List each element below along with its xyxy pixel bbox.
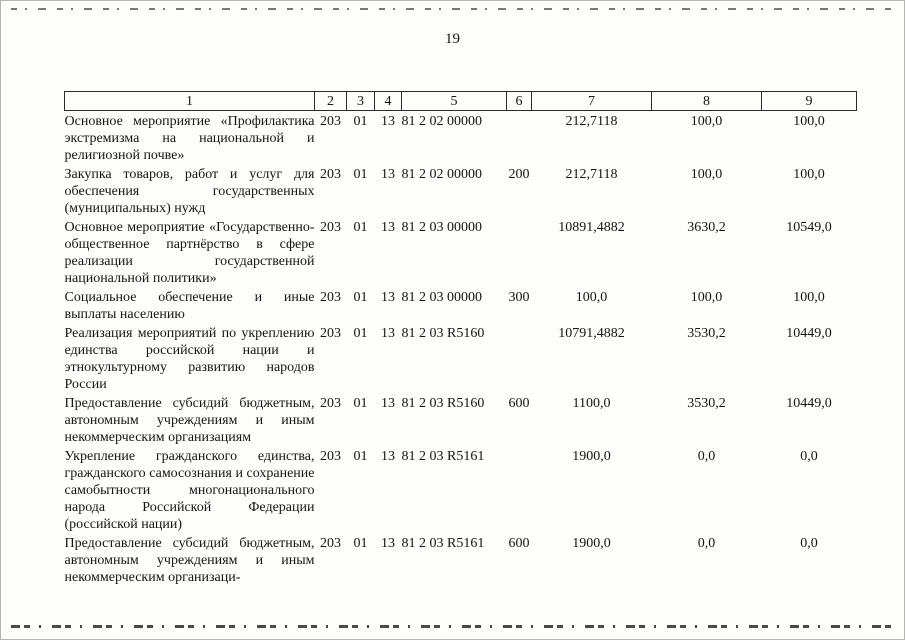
cell-grbs-code: 203 — [320, 220, 341, 235]
cell-target-article: 81 2 03 R5160 — [401, 326, 485, 341]
cell-expense-type: 300 — [508, 290, 530, 305]
cell-expense-type — [507, 217, 532, 287]
cell-amount-year2: 100,0 — [690, 114, 723, 129]
cell-expense-type: 200 — [508, 167, 530, 182]
cell-amount-year3: 10449,0 — [786, 396, 832, 411]
budget-table — [64, 91, 857, 586]
cell-item-name: Реализация мероприятий по укреплению единства российской нации и этнокультурному развитию народов России — [64, 326, 315, 392]
column-header-6: 6 — [507, 92, 532, 111]
cell-section-code: 01 — [353, 536, 368, 551]
cell-amount-year3: 100,0 — [793, 290, 825, 305]
cell-amount-year2: 100,0 — [690, 167, 723, 182]
cell-grbs-code: 203 — [320, 326, 341, 341]
cell-amount-year3: 10549,0 — [786, 220, 832, 235]
cell-subsection-code: 13 — [381, 167, 395, 182]
cell-amount-year1: 100,0 — [575, 290, 608, 305]
cell-amount-year2: 0,0 — [697, 536, 716, 551]
cell-subsection-code: 13 — [381, 290, 395, 305]
cell-item-name: Предоставление субсидий бюджетным, автономным учреждениям и иным некоммерческим организаци- — [64, 536, 315, 585]
cell-amount-year3: 10449,0 — [786, 326, 832, 341]
cell-amount-year1: 1900,0 — [572, 536, 611, 551]
column-header-9: 9 — [762, 92, 857, 111]
cell-subsection-code: 13 — [381, 220, 395, 235]
scan-artifact-bottom — [11, 625, 894, 628]
cell-item-name: Закупка товаров, работ и услуг для обеспечения государственных (муниципальных) нужд — [64, 167, 315, 216]
cell-section-code: 01 — [353, 220, 368, 235]
table-body — [65, 111, 857, 587]
table-row — [65, 446, 857, 533]
cell-target-article: 81 2 03 R5161 — [401, 536, 485, 551]
cell-amount-year1: 212,7118 — [565, 114, 618, 129]
cell-amount-year1: 10891,4882 — [558, 220, 625, 235]
cell-expense-type — [507, 323, 532, 393]
cell-subsection-code: 13 — [381, 396, 395, 411]
cell-subsection-code: 13 — [381, 326, 395, 341]
table-row — [65, 111, 857, 165]
scan-artifact-top — [11, 8, 894, 10]
cell-grbs-code: 203 — [320, 167, 341, 182]
cell-amount-year3: 0,0 — [800, 449, 818, 464]
column-header-5: 5 — [402, 92, 507, 111]
cell-expense-type: 600 — [508, 396, 530, 411]
page-number: 19 — [445, 31, 460, 47]
table-row — [65, 217, 857, 287]
cell-target-article: 81 2 02 00000 — [401, 167, 482, 182]
cell-amount-year1: 1100,0 — [572, 396, 611, 411]
table-row — [65, 164, 857, 217]
cell-target-article: 81 2 03 R5160 — [401, 396, 485, 411]
cell-expense-type — [507, 446, 532, 533]
table-header-row — [65, 92, 857, 111]
column-header-1: 1 — [65, 92, 315, 111]
cell-grbs-code: 203 — [320, 536, 341, 551]
cell-amount-year3: 0,0 — [800, 536, 818, 551]
column-header-4: 4 — [375, 92, 402, 111]
cell-expense-type — [507, 111, 532, 165]
cell-amount-year2: 3530,2 — [687, 396, 726, 411]
cell-amount-year3: 100,0 — [793, 167, 825, 182]
cell-section-code: 01 — [353, 396, 368, 411]
cell-target-article: 81 2 03 00000 — [401, 290, 482, 305]
cell-amount-year2: 0,0 — [697, 449, 716, 464]
cell-item-name: Основное мероприятие «Государственно-общественное партнёрство в сфере реализации государственной национальной политики» — [64, 220, 315, 286]
cell-grbs-code: 203 — [320, 396, 341, 411]
cell-subsection-code: 13 — [381, 449, 395, 464]
cell-section-code: 01 — [353, 114, 368, 129]
cell-item-name: Социальное обеспечение и иные выплаты населению — [64, 290, 315, 322]
cell-amount-year1: 1900,0 — [572, 449, 611, 464]
cell-section-code: 01 — [353, 326, 368, 341]
cell-section-code: 01 — [353, 167, 368, 182]
cell-section-code: 01 — [353, 290, 368, 305]
cell-target-article: 81 2 03 R5161 — [401, 449, 485, 464]
column-header-3: 3 — [347, 92, 375, 111]
cell-item-name: Предоставление субсидий бюджетным, автономным учреждениям и иным некоммерческим организациям — [64, 396, 315, 445]
cell-subsection-code: 13 — [381, 114, 395, 129]
cell-amount-year2: 100,0 — [690, 290, 723, 305]
table-row — [65, 533, 857, 586]
table-row — [65, 287, 857, 323]
cell-grbs-code: 203 — [320, 114, 341, 129]
cell-subsection-code: 13 — [381, 536, 395, 551]
cell-amount-year3: 100,0 — [793, 114, 825, 129]
cell-amount-year1: 10791,4882 — [558, 326, 625, 341]
cell-grbs-code: 203 — [320, 290, 341, 305]
cell-item-name: Укрепление гражданского единства, гражданского самосознания и сохранение самобытности многонационального народа Российской Федерации (российской нации) — [64, 449, 315, 532]
table-row — [65, 393, 857, 446]
cell-section-code: 01 — [353, 449, 368, 464]
cell-amount-year2: 3530,2 — [687, 326, 726, 341]
cell-target-article: 81 2 02 00000 — [401, 114, 482, 129]
cell-item-name: Основное мероприятие «Профилактика экстремизма на национальной и религиозной почве» — [64, 114, 315, 163]
table-row — [65, 323, 857, 393]
cell-amount-year2: 3630,2 — [687, 220, 726, 235]
column-header-8: 8 — [652, 92, 762, 111]
cell-expense-type: 600 — [508, 536, 530, 551]
cell-grbs-code: 203 — [320, 449, 341, 464]
cell-amount-year1: 212,7118 — [565, 167, 618, 182]
column-header-7: 7 — [532, 92, 652, 111]
cell-target-article: 81 2 03 00000 — [401, 220, 482, 235]
column-header-2: 2 — [315, 92, 347, 111]
